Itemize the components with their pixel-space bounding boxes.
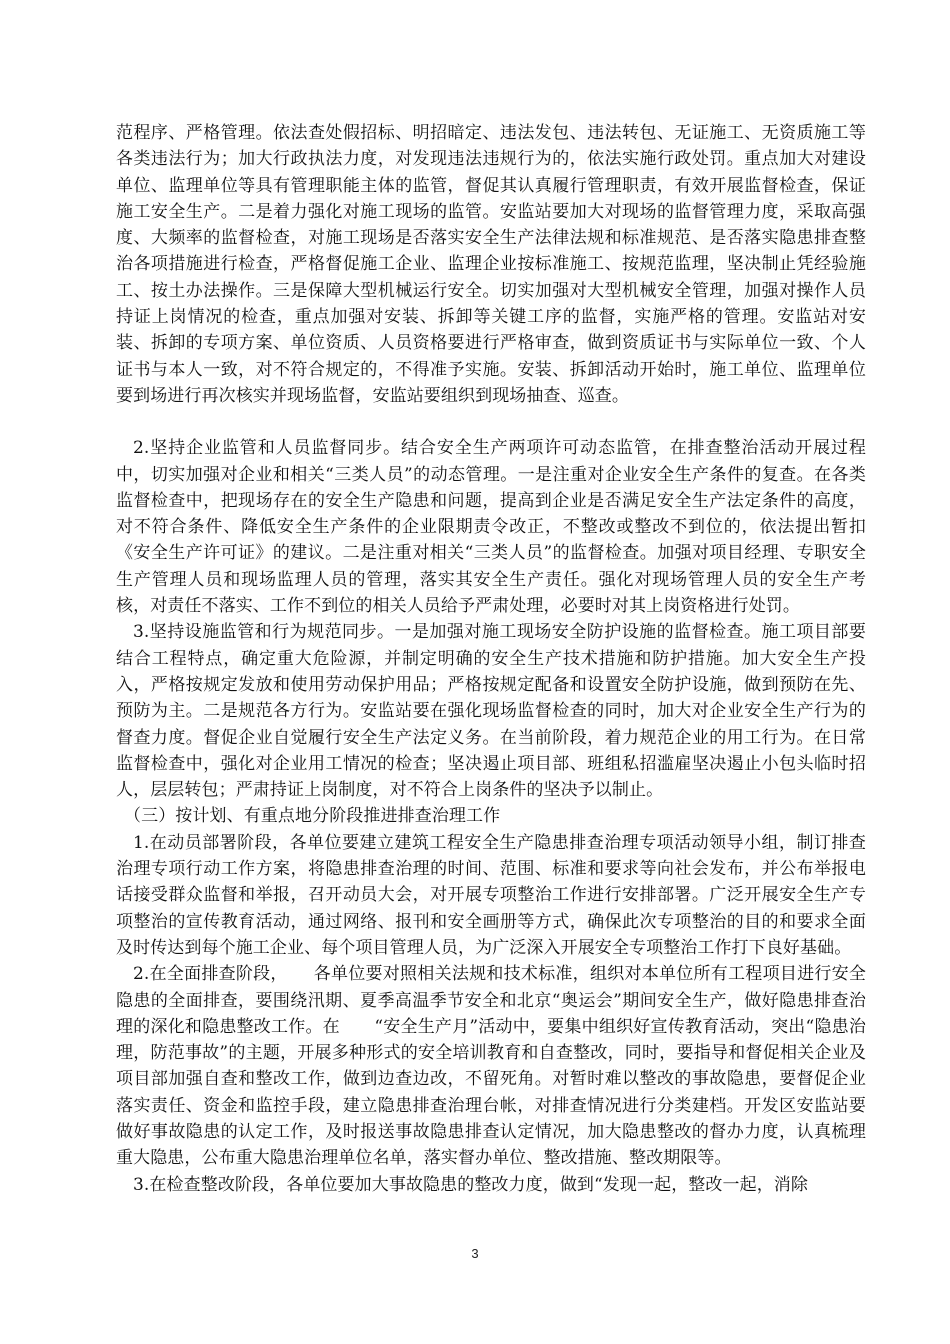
paragraph-item-3-facility-supervision: 3.坚持设施监管和行为规范同步。一是加强对施工现场安全防护设施的监督检查。施工项目部要结合工程特点，确定重大危险源，并制定明确的安全生产技术措施和防护措施。加大安全生产投入，严格按规定发放和使用劳动保护用品；严格按规定配备和设置安全防护设施，做到预防在先、预防为主。二是规范各方行为。安监站要在强化现场监督检查的同时，加大对企业安全生产行为的督查力度。督促企业自觉履行安全生产法定义务。在当前阶段，着力规范企业的用工行为。在日常监督检查中，强化对企业用工情况的检查；坚决遏止项目部、班组私招滥雇坚决遏止小包头临时招人，层层转包；严肃持证上岗制度，对不符合上岗条件的坚决予以制止。 (116, 622, 866, 801)
paragraph-item-2-enterprise-supervision: 2.坚持企业监管和人员监督同步。结合安全生产两项许可动态监管，在排查整治活动开展过程中，切实加强对企业和相关“三类人员”的动态管理。一是注重对企业安全生产条件的复查。在各类监督检查中，把现场存在的安全生产隐患和问题，提高到企业是否满足安全生产法定条件的高度，对不符合条件、降低安全生产条件的企业限期责令改正，不整改或整改不到位的，依法提出暂扣《安全生产许可证》的建议。二是注重对相关“三类人员”的监督检查。加强对项目经理、专职安全生产管理人员和现场监理人员的管理，落实其安全生产责任。强化对现场管理人员的安全生产考核，对责任不落实、工作不到位的相关人员给予严肃处理，必要时对其上岗资格进行处罚。 (116, 438, 866, 617)
paragraph-inspection-rectification-stage: 3.在检查整改阶段，各单位要加大事故隐患的整改力度，做到“发现一起，整改一起，消除 (133, 1174, 809, 1195)
section-heading: （三）按计划、有重点地分阶段推进排查治理工作 (124, 806, 501, 827)
page-number: 3 (471, 1246, 479, 1261)
paragraph-continuation: 范程序、严格管理。依法查处假招标、明招暗定、违法发包、违法转包、无证施工、无资质施工等各类违法行为；加大行政执法力度，对发现违法违规行为的，依法实施行政处罚。重点加大对建设单位、监理单位等具有管理职能主体的监管，督促其认真履行管理职责，有效开展监督检查，保证施工安全生产。二是着力强化对施工现场的监管。安监站要加大对现场的监督管理力度，采取高强度、大频率的监督检查，对施工现场是否落实安全生产法律法规和标准规范、是否落实隐患排查整治各项措施进行检查，严格督促施工企业、监理企业按标准施工、按规范监理，坚决制止凭经验施工、按土办法操作。三是保障大型机械运行安全。切实加强对大型机械安全管理，加强对操作人员持证上岗情况的检查，重点加强对安装、拆卸等关键工序的监督，实施严格的管理。安监站对安装、拆卸的专项方案、单位资质、人员资格要进行严格审查，做到资质证书与实际单位一致、个人证书与本人一致，对不符合规定的，不得准予实施。安装、拆卸活动开始时，施工单位、监理单位要到场进行再次核实并现场监督，安监站要组织到现场抽查、巡查。 (116, 123, 866, 406)
document-body (116, 120, 866, 1198)
paragraph-mobilization-stage: 1.在动员部署阶段，各单位要建立建筑工程安全生产隐患排查治理专项活动领导小组，制订排查治理专项行动工作方案，将隐患排查治理的时间、范围、标准和要求等向社会发布，并公布举报电话接受群众监督和举报，召开动员大会，对开展专项整治工作进行安排部署。广泛开展安全生产专项整治的宣传教育活动，通过网络、报刊和安全画册等方式，确保此次专项整治的目的和要求全面及时传达到每个施工企业、每个项目管理人员，为广泛深入开展安全专项整治工作打下良好基础。 (116, 832, 866, 958)
paragraph-full-inspection-stage: 2.在全面排查阶段， 各单位要对照相关法规和技术标准，组织对本单位所有工程项目进行安全隐患的全面排查，要围绕汛期、夏季高温季节安全和北京“奥运会”期间安全生产，做好隐患排查治理的深化和隐患整改工作。在 “安全生产月”活动中，要集中组织好宣传教育活动，突出“隐患治理，防范事故”的主题，开展多种形式的安全培训教育和自查整改，同时，要指导和督促相关企业及项目部加强自查和整改工作，做到边查边改，不留死角。对暂时难以整改的事故隐患，要督促企业落实责任、资金和监控手段，建立隐患排查治理台帐，对排查情况进行分类建档。开发区安监站要做好事故隐患的认定工作，及时报送事故隐患排查认定情况，加大隐患整改的督办力度，认真梳理重大隐患，公布重大隐患治理单位名单，落实督办单位、整改措施、整改期限等。 (116, 964, 866, 1169)
